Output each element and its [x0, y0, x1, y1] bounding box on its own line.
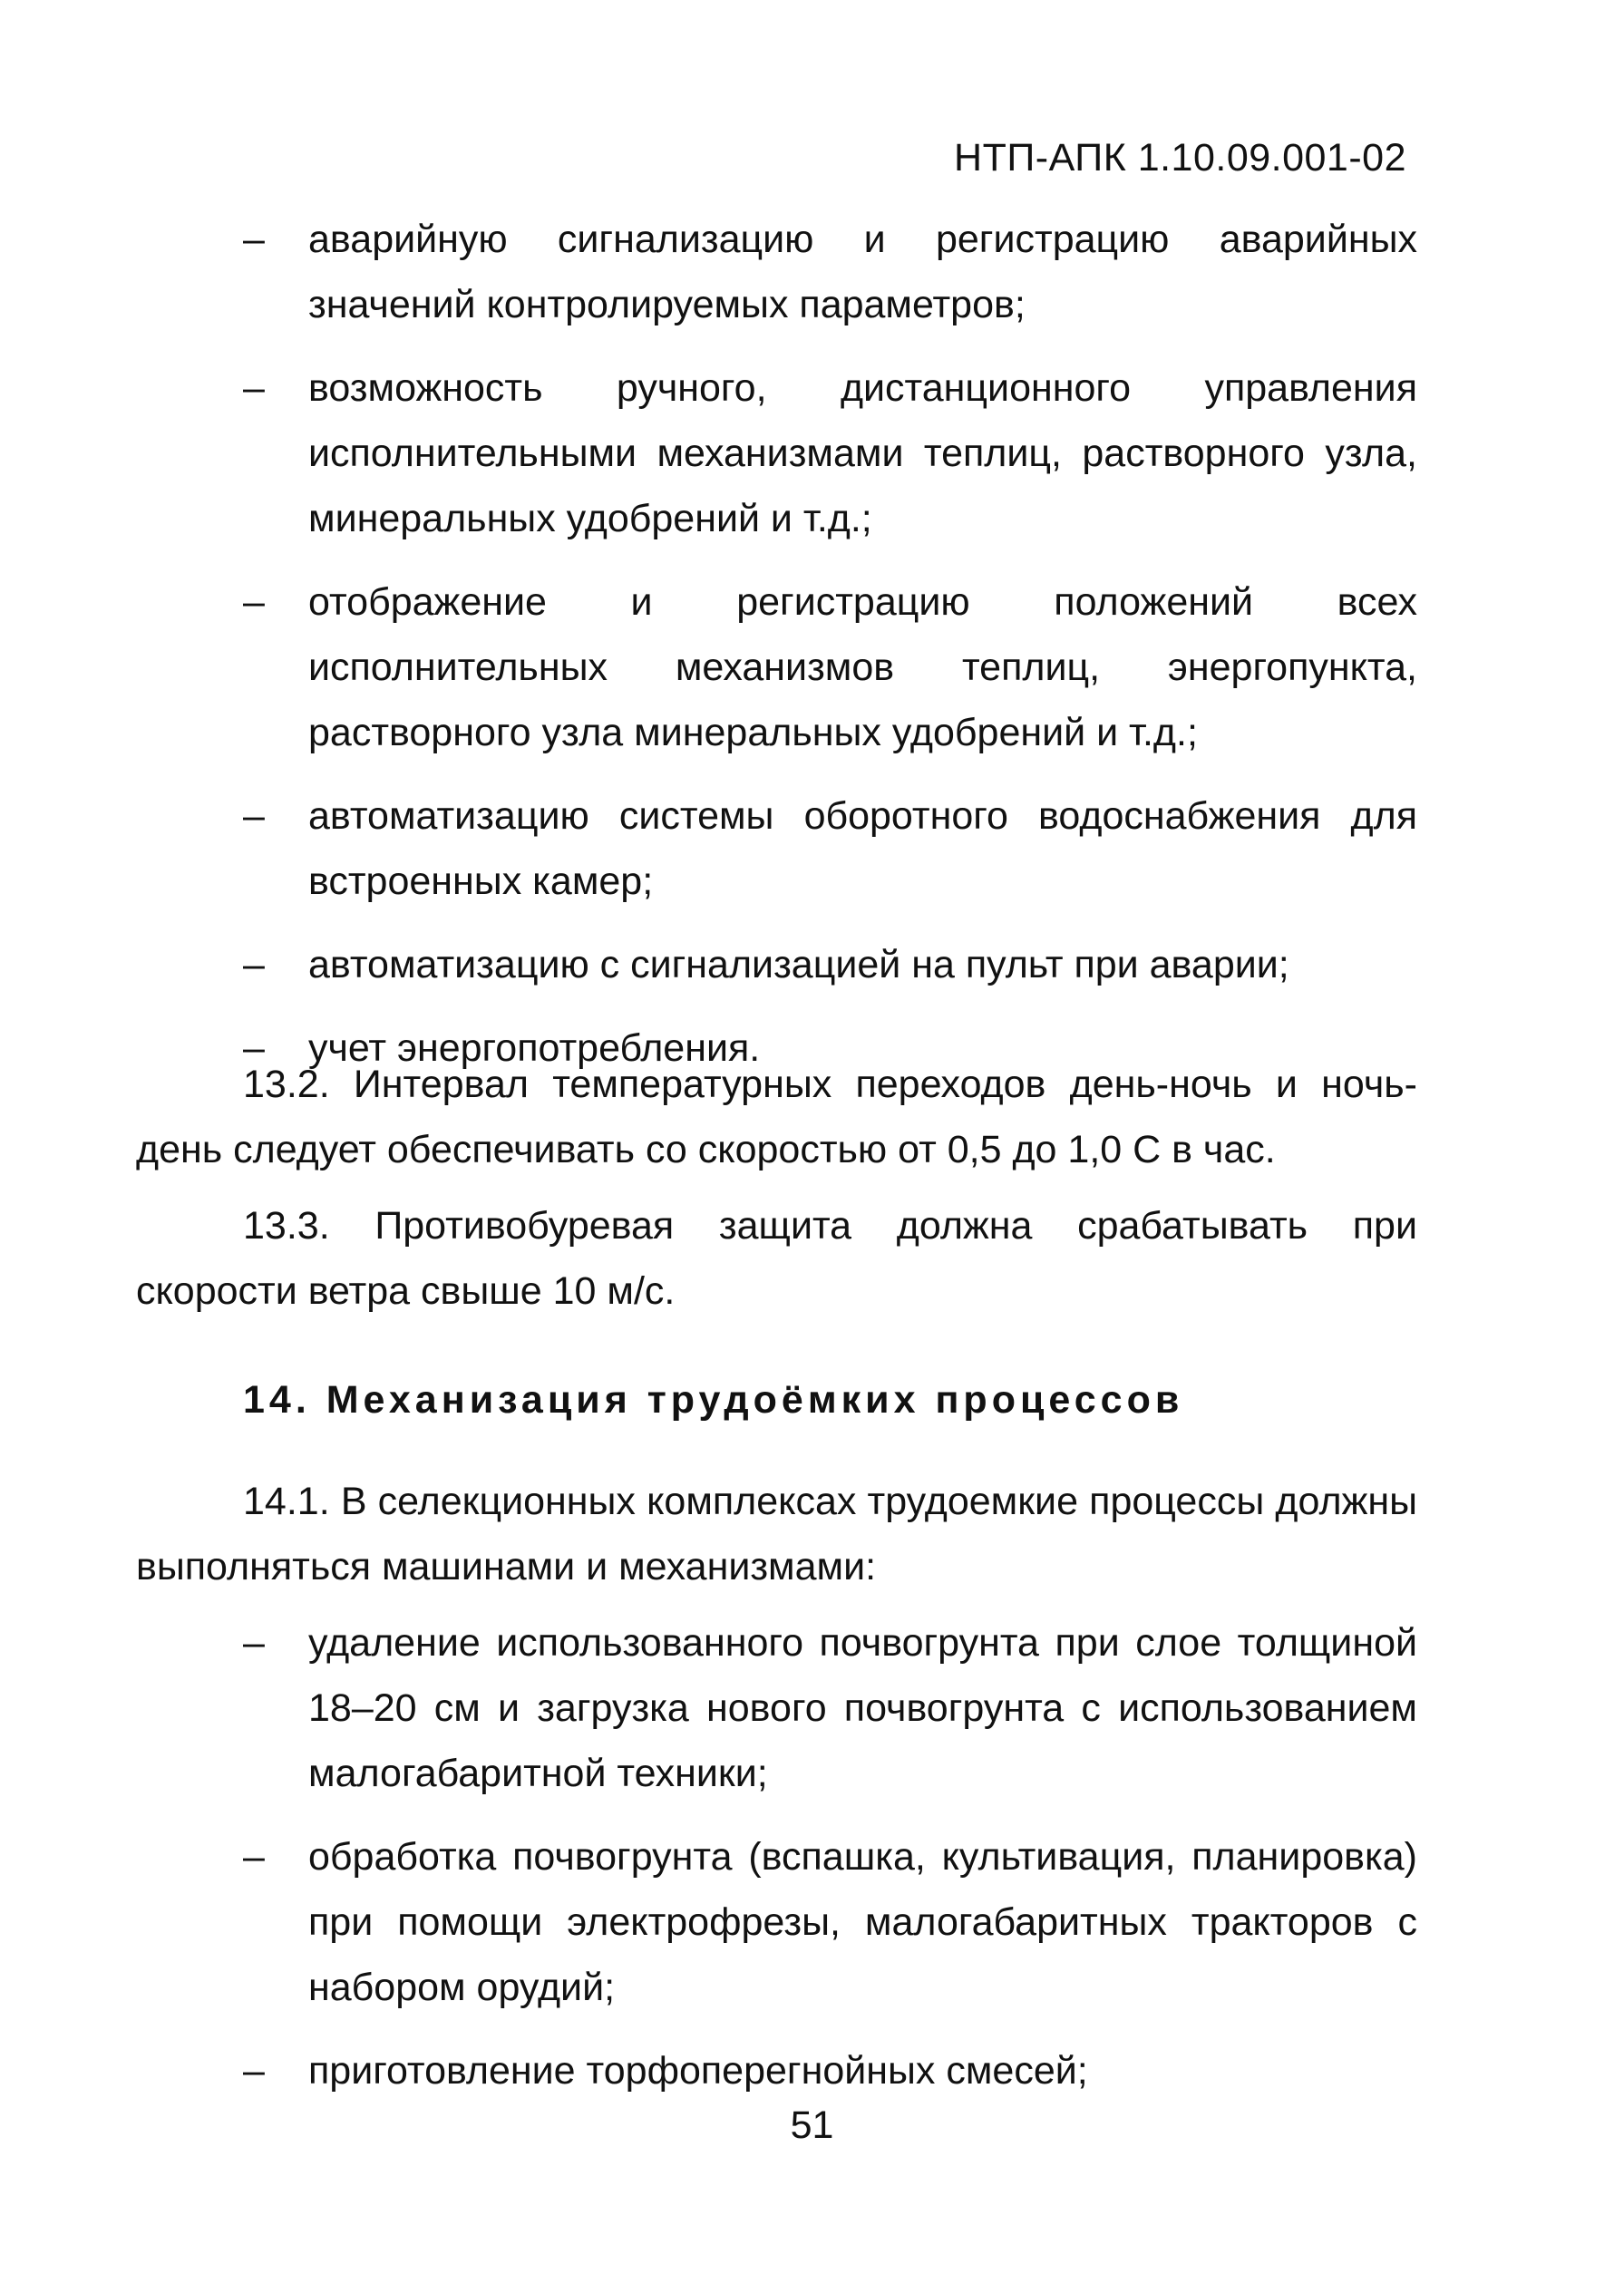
dash-bullet: – [243, 1026, 265, 1070]
list-item-text: обработка почвогрунта (вспашка, культивация, планировка) при помощи электрофрезы, малогабаритных тракторов с набором орудий; [308, 1835, 1417, 2009]
list-item-text: автоматизацию системы оборотного водоснабжения для встроенных камер; [308, 794, 1417, 903]
dash-bullet: – [243, 1621, 265, 1665]
list-item [0, 1824, 1624, 2020]
list-item [0, 569, 1624, 765]
list-item [0, 355, 1624, 551]
dash-bullet: – [243, 218, 265, 261]
list-item-text: удаление использованного почвогрунта при слое толщиной 18–20 см и загрузка нового почвогрунта с использованием малогабаритной техники; [308, 1621, 1417, 1795]
list-item-text: учет энергопотребления. [308, 1026, 761, 1070]
page-number: 51 [790, 2103, 834, 2147]
list-item [0, 783, 1624, 914]
clause-13-3: 13.3. Противобуревая защита должна срабатывать при скорости ветра свыше 10 м/с. [136, 1204, 1417, 1313]
list-control-functions [0, 207, 1624, 1099]
document-code-header: НТП-АПК 1.10.09.001-02 [954, 136, 1406, 180]
list-item [0, 1610, 1624, 1806]
list-item-text: отображение и регистрацию положений всех исполнительных механизмов теплиц, энергопункта, растворного узла минеральных удобрений и т.д.; [308, 580, 1417, 754]
clause-14-1: 14.1. В селекционных комплексах трудоемкие процессы должны выполняться машинами и механизмами: [136, 1480, 1417, 1588]
dash-bullet: – [243, 580, 265, 624]
dash-bullet: – [243, 1835, 265, 1879]
dash-bullet: – [243, 366, 265, 410]
clause-13-2: 13.2. Интервал температурных переходов день-ночь и ночь-день следует обеспечивать со скоростью от 0,5 до 1,0 С в час. [136, 1063, 1417, 1171]
dash-bullet: – [243, 2049, 265, 2093]
list-item [0, 207, 1624, 337]
list-mechanized-processes [0, 1610, 1624, 2122]
list-item-text: приготовление торфоперегнойных смесей; [308, 2049, 1088, 2093]
list-item-text: автоматизацию с сигнализацией на пульт при аварии; [308, 943, 1289, 986]
section-14-heading: 14. Механизация трудоёмких процессов [243, 1378, 1184, 1422]
list-item-text: возможность ручного, дистанционного управления исполнительными механизмами теплиц, растворного узла, минеральных удобрений и т.д.; [308, 366, 1417, 540]
list-item [0, 932, 1624, 997]
list-item-text: аварийную сигнализацию и регистрацию аварийных значений контролируемых параметров; [308, 218, 1417, 326]
list-item [0, 2038, 1624, 2103]
dash-bullet: – [243, 794, 265, 838]
dash-bullet: – [243, 943, 265, 986]
